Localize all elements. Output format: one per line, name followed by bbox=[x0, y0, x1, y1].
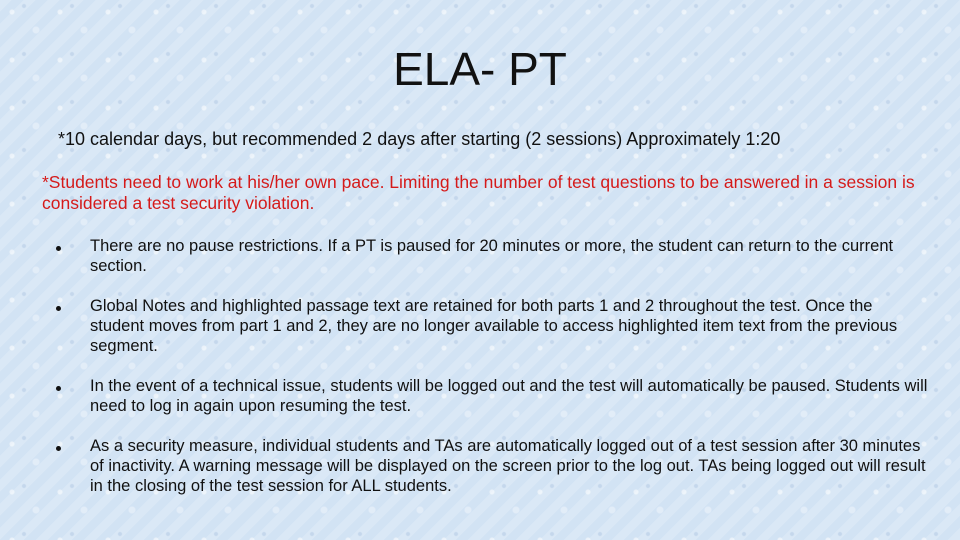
bullet-text: As a security measure, individual students and TAs are automatically logged out of a test session after 30 minutes of inactivity. A warning message will be displayed on the screen prior to the log out. TAs being logged out will result in the closing of the test session for ALL students. bbox=[90, 437, 926, 495]
bullet-text: In the event of a technical issue, students will be logged out and the test will automatically be paused. Students will need to log in again upon resuming the test. bbox=[90, 377, 928, 415]
bullet-dot-icon bbox=[56, 386, 61, 391]
security-warning-note: *Students need to work at his/her own pace. Limiting the number of test questions to be answered in a session is considered a test security violation. bbox=[42, 172, 915, 213]
slide-title: ELA- PT bbox=[393, 43, 567, 95]
bullet-dot-icon bbox=[56, 306, 61, 311]
bullet-text: There are no pause restrictions. If a PT is paused for 20 minutes or more, the student can return to the current section. bbox=[90, 237, 894, 275]
timing-note: *10 calendar days, but recommended 2 days after starting (2 sessions) Approximately 1:20 bbox=[58, 129, 781, 149]
bullet-dot-icon bbox=[56, 446, 61, 451]
bullet-item-security-logout bbox=[50, 436, 930, 496]
bullet-item-global-notes bbox=[50, 296, 930, 356]
bullet-item-technical-issue bbox=[50, 376, 930, 416]
bullet-text: Global Notes and highlighted passage text are retained for both parts 1 and 2 throughout the test. Once the student moves from part 1 and 2, they are no longer available to access highlighted item text from the previous segment. bbox=[90, 297, 898, 355]
bullet-list bbox=[50, 236, 930, 516]
bullet-item-pause-restrictions bbox=[50, 236, 930, 276]
bullet-dot-icon bbox=[56, 246, 61, 251]
